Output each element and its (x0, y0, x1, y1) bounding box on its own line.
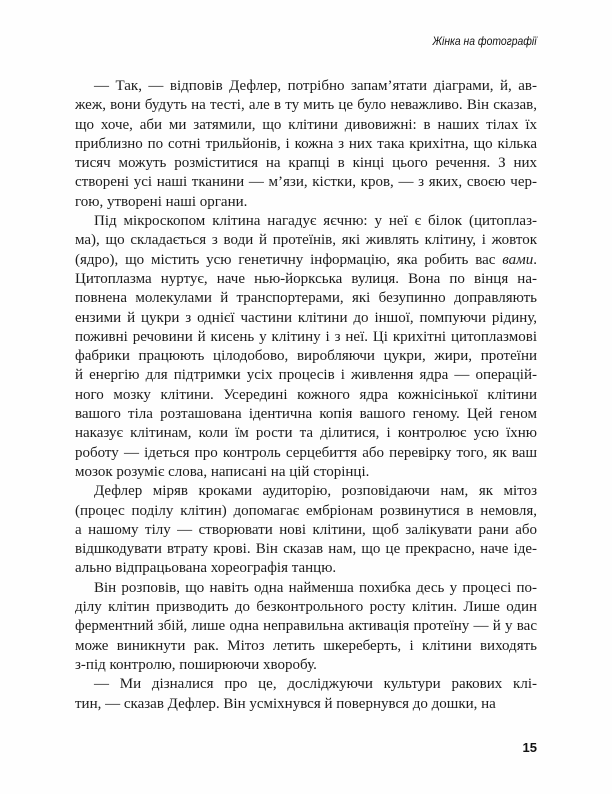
text-line: наказує клітинам, коли їм рости та ділитися, і контролює усю їхню (75, 425, 537, 442)
text-line: ферментний збій, лише одна неправильна активація протеїну — й у вас (75, 618, 537, 635)
text-line: повнена молекулами й транспортерами, які безупинно доправляють (75, 290, 537, 307)
text-line: фабрики працюють цілодобово, виробляючи цукри, жири, протеїни (75, 348, 537, 365)
text-line: (ядро), що містить усю генетичну інформацію, яка робить вас вами. (75, 251, 537, 268)
text-line: Цитоплазма нуртує, наче нью-йоркська вулиця. Вона по вінця на- (75, 270, 537, 287)
text-line: Дефлер міряв кроками аудиторію, розповідаючи нам, як мітоз (94, 483, 537, 500)
text-line: поживні речовини й кисень у клітину і з неї. Ці крихітні цитоплазмові (75, 328, 537, 345)
text-line: ного мозку клітини. Усередині кожного ядра кожнісінької клітини (75, 386, 537, 403)
paragraph (75, 579, 537, 675)
text-line: (процес поділу клітин) допомагає ембріонам розвинутися в немовля, (75, 502, 537, 519)
text-line: що хоче, аби ми затямили, що клітини дивовижні: в наших тілах їх (75, 116, 537, 133)
text-line: — Ми дізналися про це, досліджуючи культури ракових клі- (94, 676, 537, 693)
text-line: жеж, вони будуть на тесті, але в ту мить це було неважливо. Він сказав, (75, 97, 537, 114)
text-line: відшкодувати втрату крові. Він сказав нам, що це прекрасно, наче іде- (75, 541, 537, 558)
paragraph (75, 482, 537, 578)
text-line: ділу клітин призводить до безконтрольного росту клітин. Лише один (75, 599, 537, 616)
page-number: 15 (522, 740, 537, 755)
paragraph (75, 212, 537, 482)
text-line: тисяч можуть розміститися на крапці в кінці цього речення. З них (75, 155, 537, 172)
text-line: мозок розуміє слова, написані на цій сторінці. (75, 463, 370, 480)
text-line: Він розповів, що навіть одна найменша похибка десь у процесі по- (94, 579, 537, 596)
text-line: ально відпрацьована хореографія танцю. (75, 560, 337, 577)
text-line: а нашому тілу — створювати нові клітини, щоб залікувати рани або (75, 521, 537, 538)
text-line: — Так, — відповів Дефлер, потрібно запам’ятати діаграми, й, ав- (94, 78, 537, 94)
text-line: може виникнути рак. Мітоз летить шкереберть, і клітини виходять (75, 637, 537, 654)
text-line: вашого тіла розташована ідентична копія вашого геному. Цей геном (75, 406, 537, 423)
text-line: ензими й цукри з однієї частини клітини до іншої, помпуючи рідину, (75, 309, 537, 326)
paragraph (75, 675, 537, 714)
text-line: тин, — сказав Дефлер. Він усміхнувся й повернувся до дошки, на (75, 695, 496, 712)
paragraph (75, 77, 537, 212)
text-line: й енергію для підтримки усіх процесів і живлення ядра — операцій- (75, 367, 537, 384)
text-line: ма), що складається з води й протеїнів, які живлять клітину, і жовток (75, 232, 537, 249)
text-line: Під мікроскопом клітина нагадує яєчню: у неї є білок (цитоплаз- (94, 213, 537, 230)
text-line: з-під контролю, поширюючи хворобу. (75, 656, 317, 673)
text-line: створені усі наші тканини — м’язи, кістки, кров, — з яких, своєю чер- (75, 174, 537, 191)
text-line: роботу — ідеться про контроль серцебиття або перевірку того, як ваш (75, 444, 537, 461)
running-header: Жінка на фотографії (433, 36, 537, 48)
body-text (75, 77, 537, 714)
text-line: приблизно по сотні трильйонів, і кожна з них така крихітна, що кілька (75, 135, 537, 152)
text-line: гою, утворені наші органи. (75, 193, 248, 210)
